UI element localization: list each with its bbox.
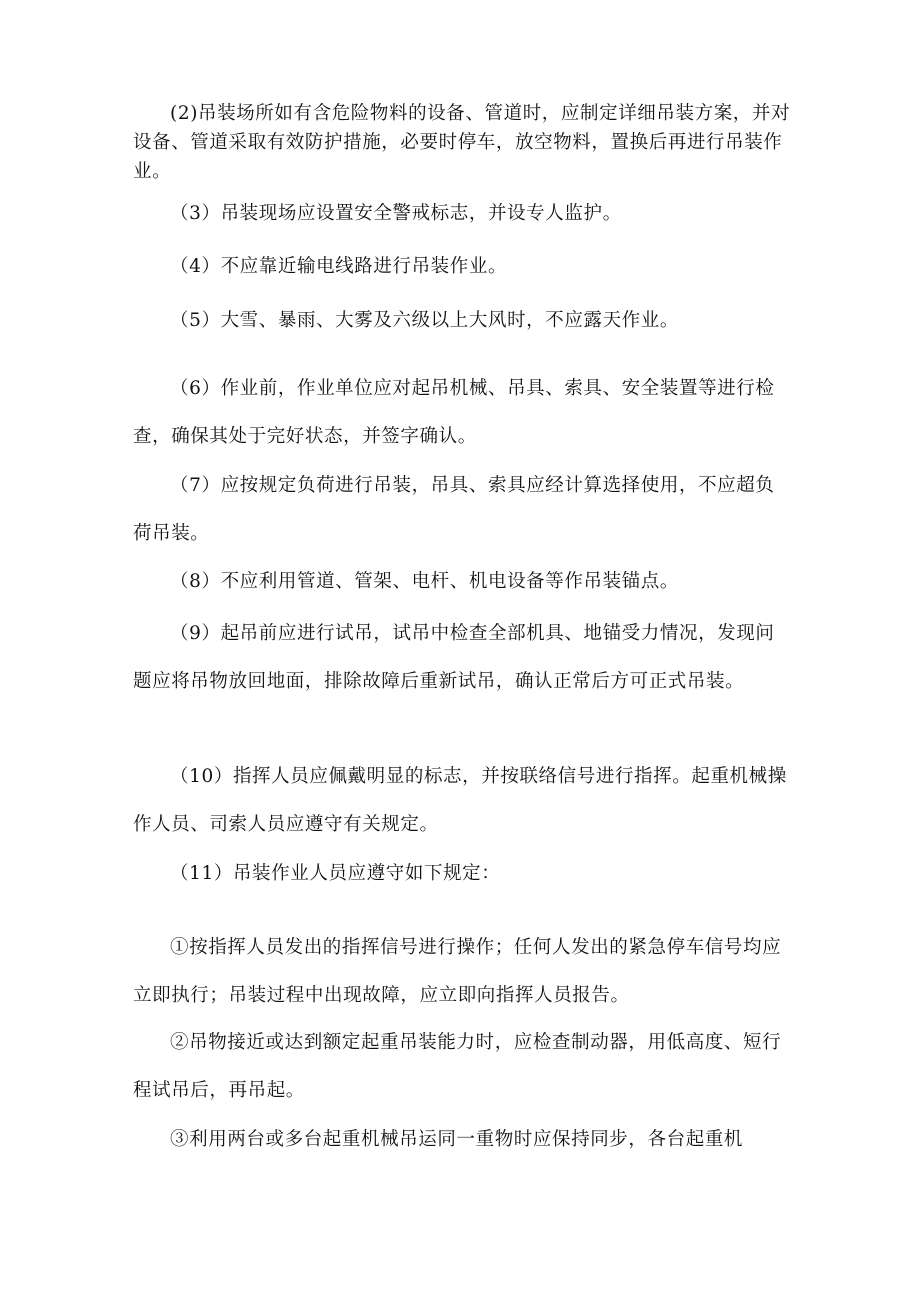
item-3: ③利用两台或多台起重机械吊运同一重物时应保持同步，各台起重机 bbox=[170, 1129, 744, 1150]
paragraph-3: （3）吊装现场应设置安全警戒标志，并设专人监护。 bbox=[170, 203, 622, 224]
paragraph-7: （7）应按规定负荷进行吊装，吊具、索具应经计算选择使用，不应超负荷吊装。 bbox=[133, 475, 775, 544]
item-1: ①按指挥人员发出的指挥信号进行操作；任何人发出的紧急停车信号均应立即执行；吊装过程中出现故障，应立即向指挥人员报告。 bbox=[133, 937, 782, 1006]
paragraph-2: (2)吊装场所如有含危险物料的设备、管道时，应制定详细吊装方案，并对设备、管道采取有效防护措施，必要时停车，放空物料，置换后再进行吊装作业。 bbox=[133, 103, 791, 182]
paragraph-8: （8）不应利用管道、管架、电杆、机电设备等作吊装锚点。 bbox=[170, 571, 679, 592]
paragraph-6: （6）作业前，作业单位应对起吊机械、吊具、索具、安全装置等进行检查，确保其处于完好状态，并签字确认。 bbox=[133, 378, 775, 447]
paragraph-10: （10）指挥人员应佩戴明显的标志，并按联络信号进行指挥。起重机械操作人员、司索人员应遵守有关规定。 bbox=[133, 766, 787, 835]
paragraph-11: （11）吊装作业人员应遵守如下规定： bbox=[170, 863, 501, 884]
paragraph-9: （9）起吊前应进行试吊，试吊中检查全部机具、地锚受力情况，发现问题应将吊物放回地面，排除故障后重新试吊，确认正常后方可正式吊装。 bbox=[133, 623, 775, 692]
item-2: ②吊物接近或达到额定起重吊装能力时，应检查制动器，用低高度、短行程试吊后，再吊起。 bbox=[133, 1032, 782, 1101]
paragraph-4: （4）不应靠近输电线路进行吊装作业。 bbox=[170, 256, 508, 277]
paragraph-5: （5）大雪、暴雨、大雾及六级以上大风时，不应露天作业。 bbox=[170, 310, 679, 331]
